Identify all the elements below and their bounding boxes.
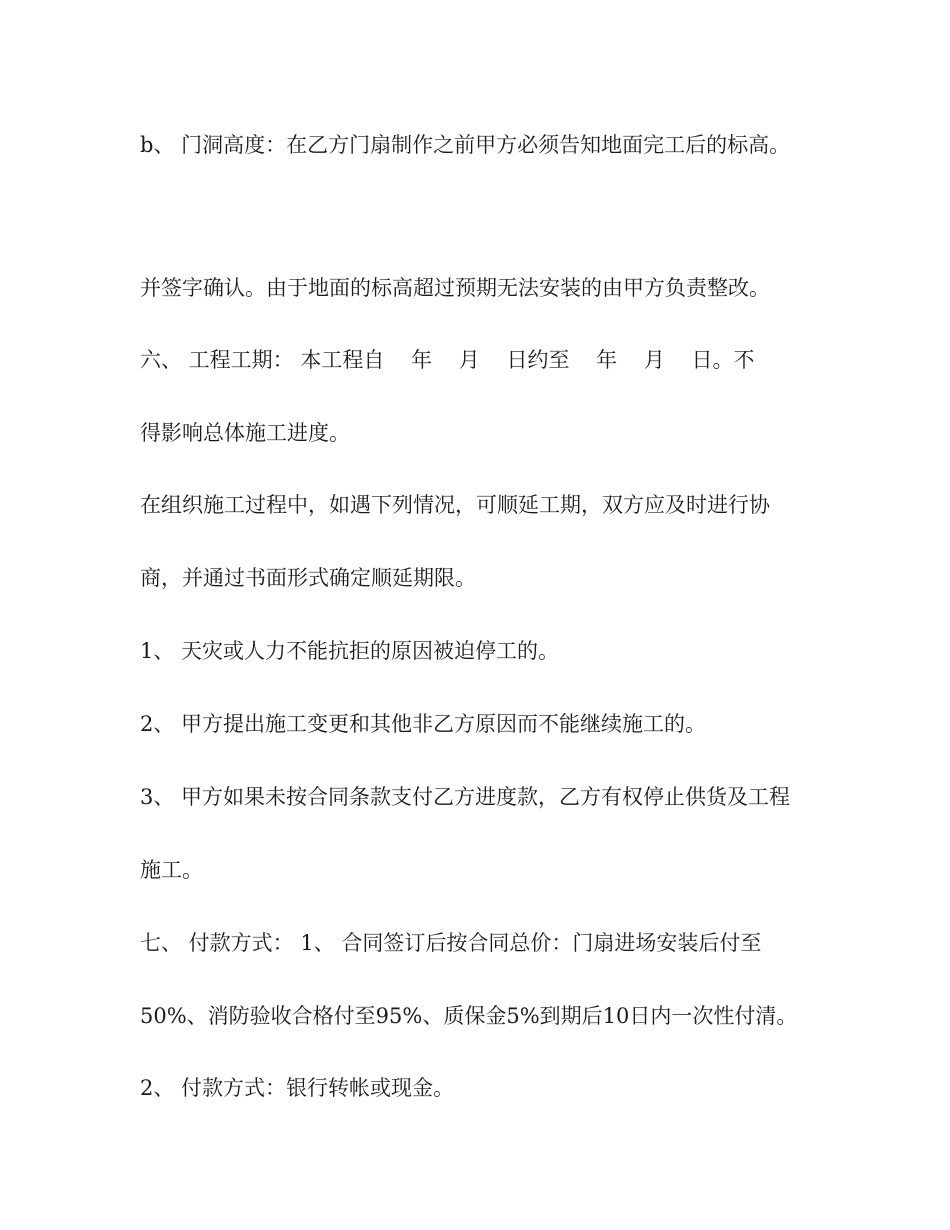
extension-item-1: 1、 天灾或人力不能抗拒的原因被迫停工的。 bbox=[140, 639, 560, 663]
section-7-payment-continuation: 50%、消防验收合格付至95%、质保金5%到期后10日内一次性付清。 bbox=[140, 1004, 798, 1028]
extension-item-3: 3、 甲方如果未按合同条款支付乙方进度款，乙方有权停止供货及工程 bbox=[140, 785, 791, 809]
extension-intro: 在组织施工过程中，如遇下列情况，可顺延工期，双方应及时进行协 bbox=[140, 493, 770, 517]
section-6-construction-period: 六、 工程工期： 本工程自 年 月 日约至 年 月 日。不 bbox=[140, 348, 755, 372]
extension-item-2: 2、 甲方提出施工变更和其他非乙方原因而不能继续施工的。 bbox=[140, 712, 707, 736]
extension-intro-continuation: 商，并通过书面形式确定顺延期限。 bbox=[140, 566, 476, 590]
section-6-continuation: 得影响总体施工进度。 bbox=[140, 421, 350, 445]
extension-item-3-continuation: 施工。 bbox=[140, 858, 203, 882]
payment-method-item-2: 2、 付款方式：银行转帐或现金。 bbox=[140, 1076, 455, 1100]
clause-b-door-height: b、 门洞高度：在乙方门扇制作之前甲方必须告知地面完工后的标高。 bbox=[140, 133, 791, 157]
section-7-payment: 七、 付款方式： 1、 合同签订后按合同总价：门扇进场安装后付至 bbox=[140, 931, 762, 955]
clause-b-continuation: 并签字确认。由于地面的标高超过预期无法安装的由甲方负责整改。 bbox=[140, 276, 770, 300]
